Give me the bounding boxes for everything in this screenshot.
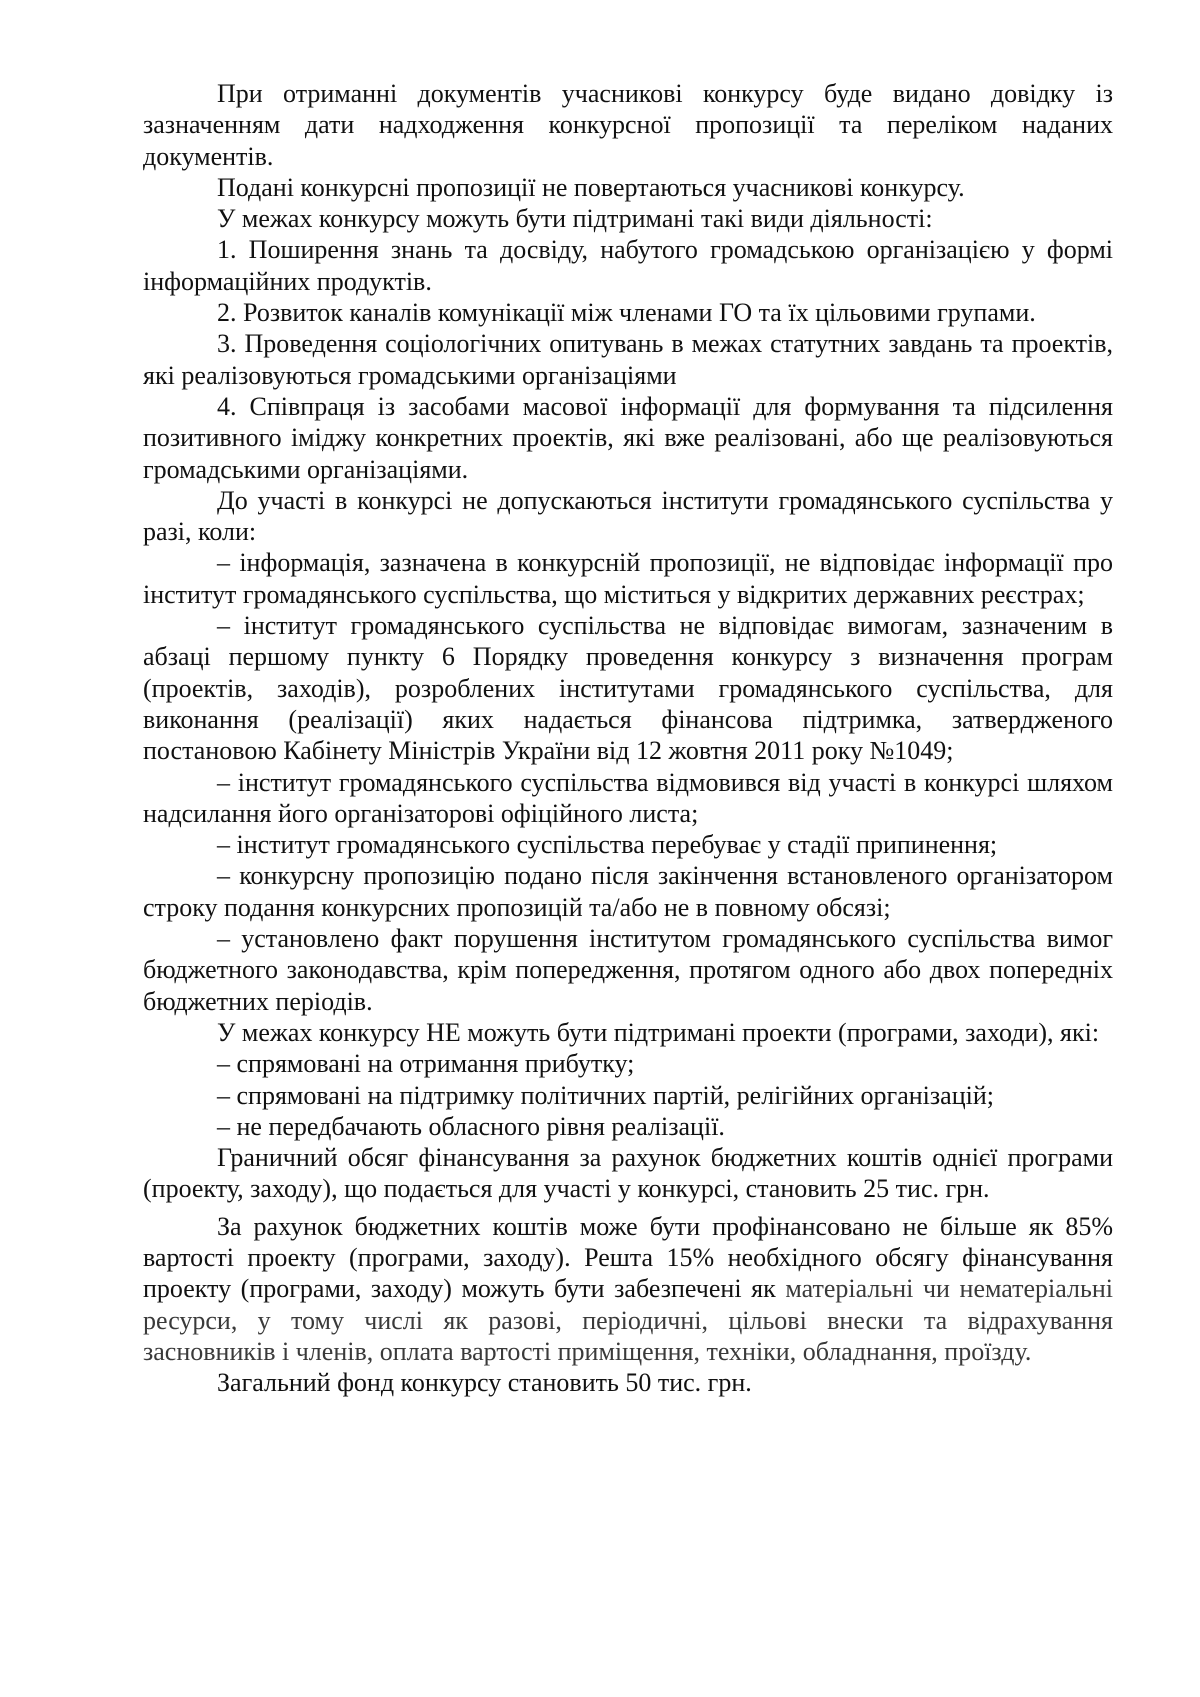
list-item-exclusion-1: – інформація, зазначена в конкурсній пропозиції, не відповідає інформації про інститут громадянського суспільства, що міститься у відкритих державних реєстрах; — [143, 548, 1113, 609]
document-page — [143, 78, 1113, 1398]
paragraph-cofinancing — [143, 1211, 1113, 1367]
cofinancing-text-part-1: За рахунок бюджетних коштів може бути профінансовано не більше як 85% вартості проекту (програми, заходу). Решта 15% необхідного обсягу фінансування проекту (програми, заходу) можуть бути забезпечені як — [143, 1211, 1113, 1304]
list-item-not-supported-1: – спрямовані на отримання прибутку; — [217, 1049, 635, 1079]
list-item-activity-1: 1. Поширення знань та досвіду, набутого громадською організацією у формі інформаційних продуктів. — [143, 235, 1113, 296]
list-item-exclusion-4: – інститут громадянського суспільства перебуває у стадії припинення; — [217, 830, 998, 860]
list-item-exclusion-5: – конкурсну пропозицію подано після закінчення встановленого організатором строку подання конкурсних пропозицій та/або не в повному обсязі; — [143, 861, 1113, 922]
list-item-activity-2: 2. Розвиток каналів комунікації між членами ГО та їх цільовими групами. — [217, 298, 1036, 328]
list-item-exclusion-2: – інститут громадянського суспільства не відповідає вимогам, зазначеним в абзаці першому пункту 6 Порядку проведення конкурсу з визначення програм (проектів, заходів), розроблених інститутами громадянського суспільства, для виконання (реалізації) яких надається фінансова підтримка, затвердженого постановою Кабінету Міністрів України від 12 жовтня 2011 року №1049; — [143, 611, 1113, 766]
list-item-exclusion-6: – установлено факт порушення інститутом громадянського суспільства вимог бюджетного законодавства, крім попередження, протягом одного або двох попередніх бюджетних періодів. — [143, 924, 1113, 1016]
list-item-exclusion-3: – інститут громадянського суспільства відмовився від участі в конкурсі шляхом надсилання його організаторові офіційного листа; — [143, 767, 1113, 828]
paragraph-not-returned: Подані конкурсні пропозиції не повертаються учасникові конкурсу. — [217, 172, 965, 202]
paragraph-supported-activities-intro: У межах конкурсу можуть бути підтримані такі види діяльності: — [217, 204, 933, 234]
list-item-not-supported-3: – не передбачають обласного рівня реалізації. — [217, 1111, 725, 1141]
paragraph-funding-limit: Граничний обсяг фінансування за рахунок бюджетних коштів однієї програми (проекту, заходу), що подається для участі у конкурсі, становить 25 тис. грн. — [143, 1143, 1113, 1204]
list-item-not-supported-2: – спрямовані на підтримку політичних партій, релігійних організацій; — [217, 1080, 994, 1110]
cofinancing-text-part-2: матеріальні чи нематеріальні ресурси, у тому числі як разові, періодичні, цільові внески та відрахування засновників і членів, оплата вартості приміщення, техніки, обладнання, проїзду. — [143, 1274, 1113, 1366]
paragraph-exclusions-intro: До участі в конкурсі не допускаються інститути громадянського суспільства у разі, коли: — [143, 485, 1113, 547]
paragraph-total-fund: Загальний фонд конкурсу становить 50 тис. грн. — [217, 1368, 752, 1398]
list-item-activity-3: 3. Проведення соціологічних опитувань в межах статутних завдань та проектів, які реалізовуються громадськими організаціями — [143, 329, 1113, 390]
paragraph-receipt-certificate: При отриманні документів учасникові конкурсу буде видано довідку із зазначенням дати надходження конкурсної пропозиції та переліком наданих документів. — [143, 79, 1113, 171]
paragraph-not-supported-intro: У межах конкурсу НЕ можуть бути підтримані проекти (програми, заходи), які: — [217, 1017, 1100, 1047]
list-item-activity-4: 4. Співпраця із засобами масової інформації для формування та підсилення позитивного іміджу конкретних проектів, які вже реалізовані, або ще реалізовуються громадськими організаціями. — [143, 391, 1113, 484]
